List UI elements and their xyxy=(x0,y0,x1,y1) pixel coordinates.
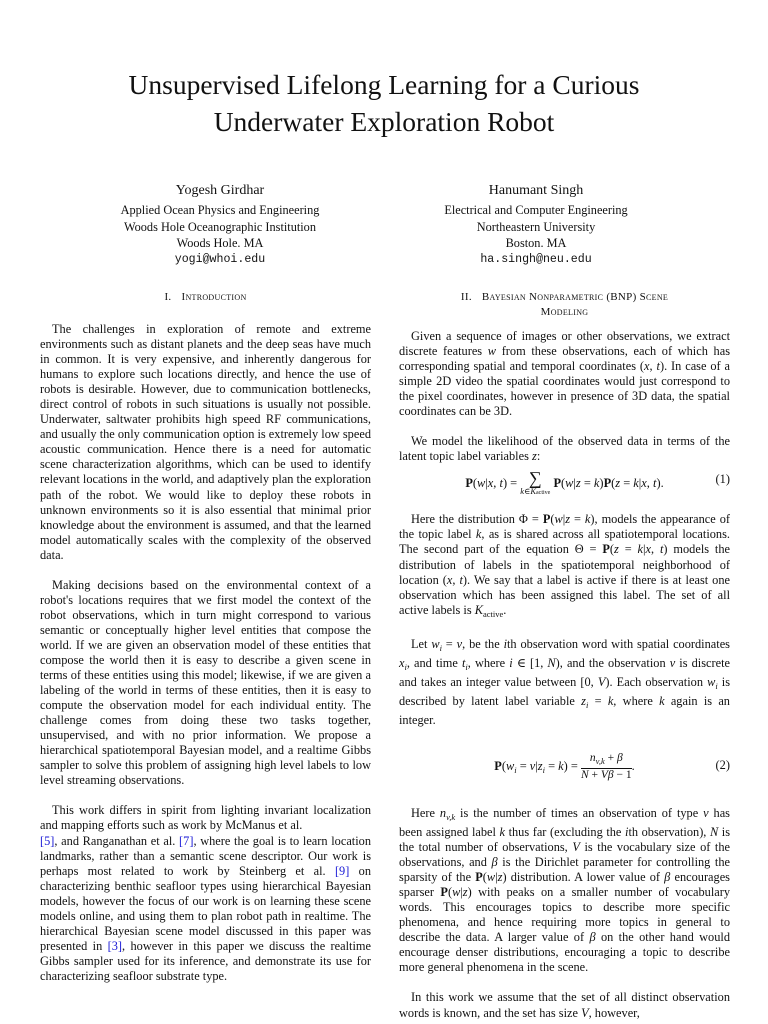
paragraph: We model the likelihood of the observed data in terms of the latent topic label variables z: xyxy=(399,434,730,464)
section-heading-bnp xyxy=(399,290,730,320)
subscript: active xyxy=(483,608,504,619)
paper-title xyxy=(40,66,728,140)
equation-1: P(w|x, t) = ∑ k∈Kactive P(w|z = k)P(z = k|x, t). (1) xyxy=(465,468,730,497)
author-email[interactable]: ha.singh@neu.edu xyxy=(480,252,592,266)
text-run: Given a sequence of images or other observations, we extract discrete features xyxy=(399,329,730,359)
text-run: . Each observation xyxy=(609,674,703,689)
paragraph xyxy=(40,803,371,984)
author-name: Yogesh Girdhar xyxy=(175,183,265,198)
sum-index-subscript: active xyxy=(536,490,551,497)
author-name: Hanumant Singh xyxy=(488,183,584,198)
text-run: distribution. A lower value of xyxy=(510,870,660,885)
text-run: on characterizing benthic seafloor types using hierarchical Bayesian models, however the focus of our work is on learning these scene models online, and using them to plan robot path in realtime. The hierarchical Bayesian scene model discussed in this paper was presented in xyxy=(40,863,371,953)
author-affiliation: Boston. MA xyxy=(505,236,567,251)
text-run: , however, xyxy=(588,1005,640,1020)
author-block-1 xyxy=(70,182,370,268)
paragraph: Here the distribution Φ = P(w|z = k), models the appearance of the topic label k, as is shared across all spatiotemporal locations. The second part of the equation Θ = P(z = k|x, t) models the distribution of labels in the spatiotemporal neighborhood of location (x, t). We say that a label is active if there is at least one observation which has been assigned this label. The set of all active labels is $K_{active}$. xyxy=(399,512,731,619)
text-run: . We say that a label is active if there is at least one observation which has been assigned this label. The set of all active labels is xyxy=(399,572,731,617)
citation-link[interactable]: [3] xyxy=(107,938,123,953)
left-column xyxy=(40,290,371,984)
text-run: , and the observation xyxy=(559,655,666,670)
text-run: is the Dirichlet parameter for controlling the sparsity of the xyxy=(399,855,731,885)
citation-link[interactable]: [7] xyxy=(179,833,194,848)
text-run: , be the xyxy=(462,636,500,651)
text-run: , where the goal is to learn location landmarks, rather than a semantic scene descriptor. Our work is perhaps most related to work by Steinberg et al. xyxy=(40,833,372,878)
author-affiliation: Woods Hole. MA xyxy=(176,236,264,251)
text-run: th observation), xyxy=(628,824,707,839)
text-run: , models the appearance of the topic label xyxy=(399,512,731,542)
author-affiliation: Applied Ocean Physics and Engineering xyxy=(120,203,320,217)
text-run: is discrete and takes an integer value between xyxy=(399,655,730,689)
author-email[interactable]: yogi@whoi.edu xyxy=(174,252,266,266)
text-run: , as is shared across all spatiotemporal locations. The second part of the equation xyxy=(399,527,730,557)
section-title: Modeling xyxy=(540,306,589,318)
text-run: , however in this paper we discuss the realtime Gibbs sampler used for its inference, and demonstrate its use for characterizing seafloor substrate type. xyxy=(40,938,371,983)
text-run: . In case of a simple 2D video the spatial coordinates would just correspond to the pixel coordinates, however in presence of 3D data, the spatial coordinates can be 3D. xyxy=(399,359,731,419)
text-run: th observation word with spatial coordinates xyxy=(507,636,730,651)
text-run: Here xyxy=(411,805,435,820)
text-run: with peaks on a smaller number of vocabulary words. This encourages topics to describe more specific phenomena, and hence requiring more topics in general to describe the data. A larger value of xyxy=(399,885,731,945)
text-run: Let xyxy=(411,636,428,651)
author-block-2 xyxy=(386,182,686,268)
text-run: is the number of times an observation of type xyxy=(460,805,699,820)
text-run: , where xyxy=(613,693,653,708)
equation-number: (2) xyxy=(715,757,730,772)
equation-2: $P(w_i = v|z_i = k)$ = $\frac{n_{v,k} + \beta}{N + V\beta - 1}$ . (2) xyxy=(494,751,730,781)
text-run: We model the likelihood of the observed data in terms of the latent topic label variables xyxy=(399,434,730,464)
text-run: on the other hand would encourage denser distributions, encouraging a topic to describe more general phenomena in the scene. xyxy=(399,930,730,975)
text-run: from these observations, each of which has corresponding spatial and temporal coordinates xyxy=(399,344,730,374)
paragraph: Given a sequence of images or other observations, we extract discrete features w from these observations, each of which has corresponding spatial and temporal coordinates (x, t). In case of a simple 2D video the spatial coordinates would just correspond to the pixel coordinates, however in presence of 3D data, the spatial coordinates can be 3D. xyxy=(399,329,731,419)
paragraph: Making decisions based on the environmental context of a robot's locations requires that we first model the context of the robot observations, which in turn might correspond to various semantic or conceptually higher level entities that compose the world. If we are given an observation model of these entities that compose the world then it is easy to describe a given scene in terms of these entities using this model; likewise, if we are given a labeling of the world in terms of these entities, then it is easy to compute the observation model for each individual entity. The challenge comes from doing these two tasks together, unsupervised, and with no prior information. We propose a hierarchical spatiotemporal Bayesian model, and a realtime Gibbs sampler to solve this problem of assigning high level labels to low level streaming observations. xyxy=(40,577,371,788)
text-run: , and time xyxy=(406,655,458,670)
text-run: thus far (excluding the xyxy=(508,824,622,839)
equation-number: (1) xyxy=(715,472,730,487)
text-run: models the distribution of labels in the spatiotemporal neighborhood of location xyxy=(399,542,730,587)
paragraph: Here $n_{v,k}$ is the number of times an observation of type v has been assigned label k thus far (excluding the ith observation), N is the total number of observations, V is the vocabulary size of the observations, and β is the Dirichlet parameter for controlling the sparsity of the P(w|z) distribution. A lower value of β encourages sparser P(w|z) with peaks on a smaller number of vocabulary words. This encourages topics to describe more specific phenomena, and hence requiring more topics in general to describe the data. A larger value of β on the other hand would encourage denser distributions, encouraging a topic to describe more general phenomena in the scene. xyxy=(399,805,731,975)
text-run: Here the distribution xyxy=(411,512,515,527)
text-run: In this work we assume that the set of all distinct observation words is known, and the set has size xyxy=(399,990,730,1020)
text-run: , and Ranganathan et al. xyxy=(54,833,176,848)
section-title: Bayesian Nonparametric (BNP) Scene xyxy=(481,291,669,303)
text-run: is the vocabulary size of the observations, and xyxy=(399,840,731,870)
citation-link[interactable]: [9] xyxy=(334,863,350,878)
paragraph: In this work we assume that the set of all distinct observation words is known, and the set has size V, however, xyxy=(399,990,730,1020)
author-affiliation: Electrical and Computer Engineering xyxy=(444,203,628,217)
text-run: is described by latent label variable xyxy=(399,674,730,708)
section-title: Introduction xyxy=(181,291,247,303)
author-affiliation: Northeastern University xyxy=(476,219,596,234)
text-run: This work differs in spirit from lighting invariant localization and mapping efforts such as work by McManus et al. xyxy=(40,803,371,833)
text-run: has been assigned label xyxy=(399,805,730,839)
title-line-2: Underwater Exploration Robot xyxy=(213,106,555,137)
sum-index: k∈K xyxy=(520,486,536,497)
section-heading-introduction xyxy=(40,290,371,305)
paragraph: Let $w_i = v$, be the ith observation word with spatial coordinates $x_i$, and time $t_i$, where i ∈ [1, N), and the observation v is discrete and takes an integer value between [0, V). Each observation $w_i$ is described by latent label variable $z_i = k$, where k again is an integer. xyxy=(399,636,730,727)
citation-link[interactable]: [5] xyxy=(40,833,55,848)
text-run: encourages sparser xyxy=(399,870,730,900)
text-run: , where xyxy=(467,655,506,670)
author-affiliation: Woods Hole Oceanographic Institution xyxy=(124,219,316,234)
paragraph: The challenges in exploration of remote and extreme environments such as distant planets and the deep seas have much in common. It is very expensive, and inherently dangerous for humans to explore such locations directly, and hence the use of robots is desirable. However, due to communication bottlenecks, direct control of robots in such situations is usually not possible. Underwater, saltwater prohibits high speed RF communications, and usually the only communication option is extremely low speed acoustic communication. Hence there is a need for automatic scene characterization algorithms, which can be used to identify relevant locations in the world, and adaptively plan the exploration path of the robot. We would like to deploy these robots in unknown environments so it is also essential that minimal prior knowledge about the environment is assumed, and that the learned model automatically scales with the complexity of the observed data. xyxy=(40,322,371,562)
section-number: I. xyxy=(164,291,172,303)
right-column xyxy=(399,290,730,1021)
title-line-1: Unsupervised Lifelong Learning for a Curious xyxy=(128,69,640,100)
text-run: is the total number of observations, xyxy=(399,824,731,855)
section-number: II. xyxy=(460,291,472,303)
text-run: again is an integer. xyxy=(399,693,730,727)
